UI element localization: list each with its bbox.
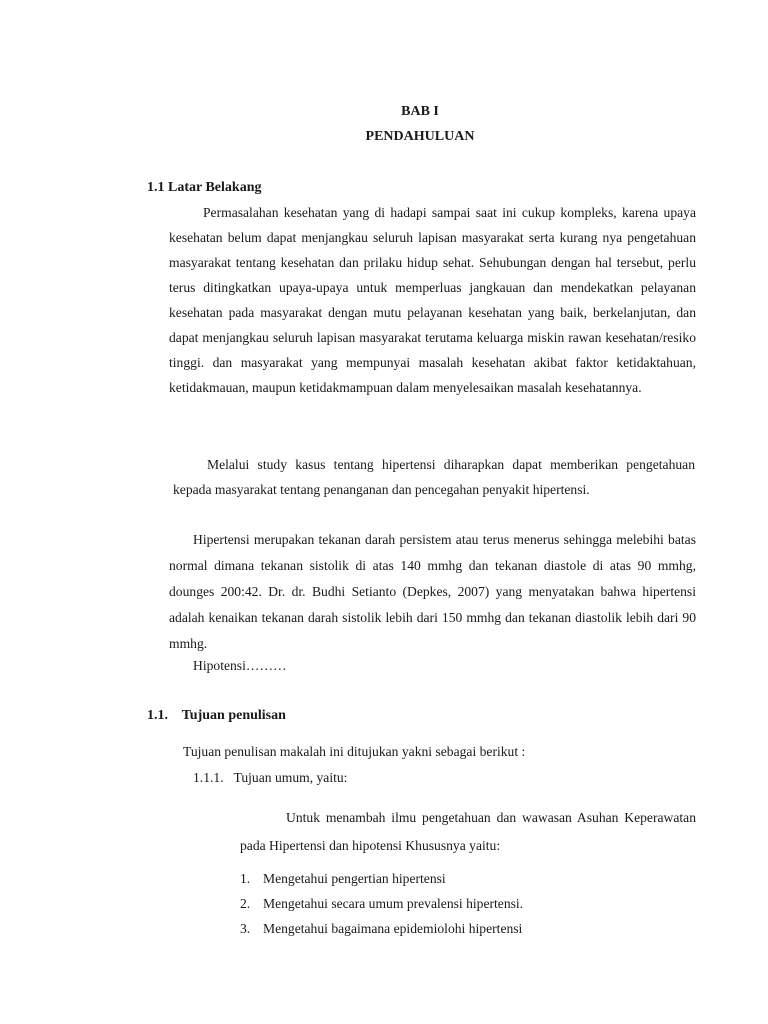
list-text: Mengetahui secara umum prevalensi hipertensi. (263, 896, 524, 911)
list-text: Mengetahui bagaimana epidemiolohi hipertensi (263, 921, 523, 936)
list-number: 2. (240, 896, 251, 911)
sub-heading-tujuan-umum: 1.1.1. Tujuan umum, yaitu: (193, 770, 348, 785)
paragraph-untuk-menambah: Untuk menambah ilmu pengetahuan dan wawasan Asuhan Keperawatan pada Hipertensi dan hipotensi Khususnya yaitu: (240, 810, 696, 853)
list-text: Mengetahui pengertian hipertensi (263, 871, 446, 886)
list-item (240, 896, 523, 912)
section-heading-tujuan: 1.1. Tujuan penulisan (147, 708, 286, 723)
chapter-label: BAB I (401, 104, 439, 119)
list-number: 1. (240, 871, 251, 886)
tujuan-intro: Tujuan penulisan makalah ini ditujukan yakni sebagai berikut : (183, 744, 526, 759)
chapter-title: PENDAHULUAN (365, 129, 475, 144)
paragraph-hipotensi: Hipotensi……… (193, 658, 287, 673)
list-item (240, 921, 522, 937)
paragraph-melalui: Melalui study kasus tentang hipertensi diharapkan dapat memberikan pengetahuan kepada masyarakat tentang penanganan dan pencegahan penyakit hipertensi. (173, 457, 695, 497)
paragraph-hipertensi: Hipertensi merupakan tekanan darah persistem atau terus menerus sehingga melebihi batas normal dimana tekanan sistolik di atas 140 mmhg dan tekanan diastole di atas 90 mmhg, dounges 200:42. Dr. dr. Budhi Setianto (Depkes, 2007) yang menyatakan bahwa hipertensi adalah kenaikan tekanan darah sistolik lebih dari 150 mmhg dan tekanan diastolik lebih dari 90 mmhg. (169, 532, 696, 651)
list-item (240, 871, 446, 887)
paragraph-permasalahan: Permasalahan kesehatan yang di hadapi sampai saat ini cukup kompleks, karena upaya kesehatan belum dapat menjangkau seluruh lapisan masyarakat serta kurang nya pengetahuan masyarakat tentang kesehatan dan prilaku hidup sehat. Sehubungan dengan hal tersebut, perlu terus ditingkatkan upaya-upaya untuk memperluas jangkauan dan mendekatkan pelayanan kesehatan pada masyarakat dengan mutu pelayanan kesehatan yang baik, berkelanjutan, dan dapat menjangkau seluruh lapisan masyarakat terutama keluarga miskin rawan kesehatan/resiko tinggi. dan masyarakat yang mempunyai masalah kesehatan akibat faktor ketidaktahuan, ketidakmauan, maupun ketidakmampuan dalam menyelesaikan masalah kesehatannya. (169, 205, 696, 395)
section-heading-latar-belakang: 1.1 Latar Belakang (147, 180, 262, 195)
list-number: 3. (240, 921, 251, 936)
